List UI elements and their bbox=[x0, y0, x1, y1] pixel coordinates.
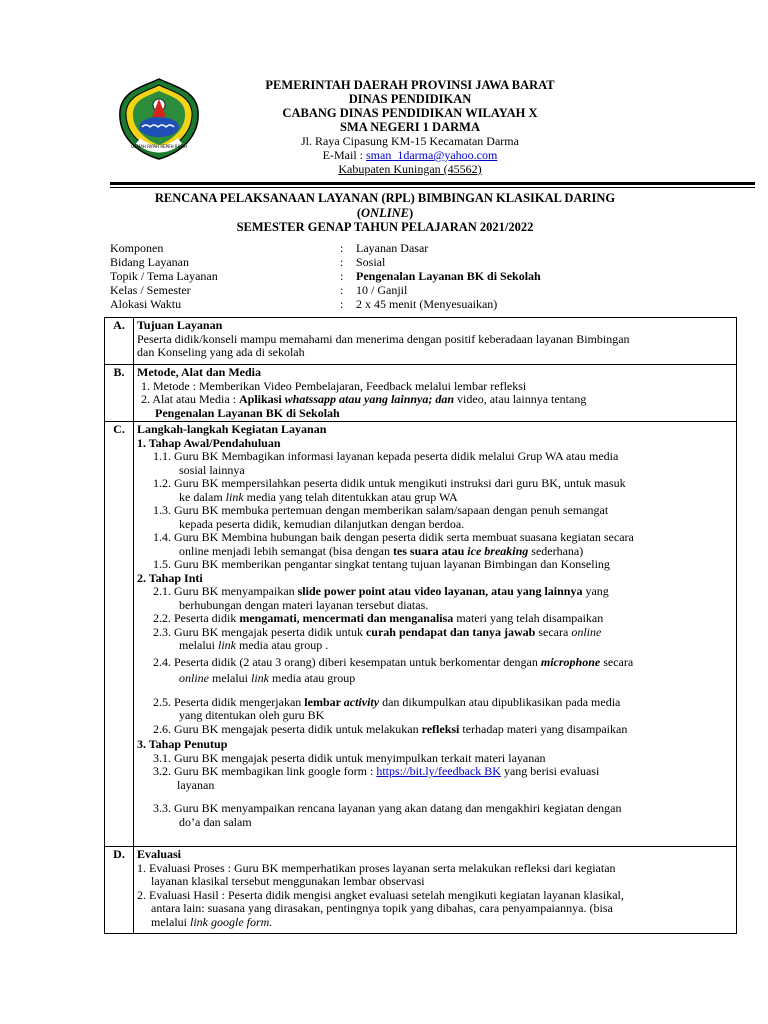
section-title: Langkah-langkah Kegiatan Layanan bbox=[137, 422, 327, 436]
section-c: C. Langkah-langkah Kegiatan Layanan 1. Tahap Awal/Pendahuluan 1.1. Guru BK Membagikan informasi layanan kepada peserta didik melalui Grup WA atau media sosial lainnya 1.2. Guru BK mempersilahkan peserta didik untuk mengikuti instruksi dari guru BK, untuk masuk ke dalam link media yang telah ditentukkan atau grup WA 1.3. Guru BK membuka pertemuan dengan memberikan salam/sapaan dengan penuh semangat kepada peserta didik, kemudian dilanjutkan dengan berdoa. 1.4. Guru BK Membina hubungan baik dengan peserta didik serta membuat suasana kegiatan secara online menjadi lebih semangat (bisa dengan tes suara atau ice breaking sederhana) 1.5. Guru BK memberikan pengantar singkat tentang tujuan layanan Bimbingan dan Konseling 2. Tahap Inti 2.1. Guru BK menyampaikan slide power point atau video layanan, atau yang lainnya yang berhubungan dengan materi layanan tersebut diatas. 2.2. Peserta didik mengamati, mencermati dan menganalisa materi yang telah disampaikan 2.3. Guru BK mengajak peserta didik untuk curah pendapat dan tanya jawab secara online melalui link media atau group . 2.4. Peserta didik (2 atau 3 orang) diberi kesempatan untuk berkomentar dengan microphone secara online melalui link media atau group 2.5. Peserta didik mengerjakan lembar activity dan dikumpulkan atau dipublikasikan pada media yang ditentukan oleh guru BK 2.6. Guru BK mengajak peserta didik untuk melakukan refleksi terhadap materi yang disampaikan 3. Tahap Penutup 3.1. Guru BK mengajak peserta didik untuk menyimpulkan terkait materi layanan 3.2. Guru BK membagikan link google form : https://bit.ly/feedback BK yang berisi evaluasi layanan 3.3. Guru BK menyampaikan rencana layanan yang akan datang dan mengakhiri kegiatan dengan do’a dan salam bbox=[105, 422, 737, 847]
header-agency: DINAS PENDIDIKAN bbox=[348, 92, 472, 106]
section-label: C. bbox=[105, 422, 134, 847]
meta-row: Komponen : Layanan Dasar bbox=[110, 241, 429, 255]
meta-row: Kelas / Semester : 10 / Ganjil bbox=[110, 283, 408, 297]
section-label: A. bbox=[105, 318, 134, 365]
header-region: Kabupaten Kuningan (45562) bbox=[338, 162, 482, 176]
plan-table bbox=[104, 317, 737, 934]
meta-block bbox=[110, 242, 710, 312]
header-email-line bbox=[160, 149, 660, 163]
header-government: PEMERINTAH DAERAH PROVINSI JAWA BARAT bbox=[265, 78, 555, 92]
stage-title: 1. Tahap Awal/Pendahuluan bbox=[137, 435, 281, 450]
feedback-link[interactable]: https://bit.ly/feedback BK bbox=[376, 764, 501, 778]
document-semester: SEMESTER GENAP TAHUN PELAJARAN 2021/2022 bbox=[236, 220, 534, 234]
section-title: Metode, Alat dan Media bbox=[137, 365, 261, 379]
section-b: B. Metode, Alat dan Media 1. Metode : Memberikan Video Pembelajaran, Feedback melalui lembar refleksi 2. Alat atau Media : Aplikasi whatssapp atau yang lainnya; dan video, atau lainnya tentang Pengenalan Layanan BK di Sekolah bbox=[105, 365, 737, 422]
header-branch: CABANG DINAS PENDIDIKAN WILAYAH X bbox=[282, 106, 538, 120]
section-d: D. Evaluasi 1. Evaluasi Proses : Guru BK memperhatikan proses layanan serta melakukan refleksi dari kegiatan layanan klasikal tersebut menggunakan lembar observasi 2. Evaluasi Hasil : Peserta didik mengisi angket evaluasi setelah mengikuti kegiatan layanan klasikal, antara lain: suasana yang dirasakan, pentingnya topik yang dibahas, cara penyampaiannya. (bisa melalui link google form. bbox=[105, 847, 737, 934]
section-a: A. Tujuan Layanan Peserta didik/konseli mampu memahami dan menerima dengan positif keberadaan layanan Bimbingan dan Konseling yang ada di sekolah bbox=[105, 318, 737, 365]
header-address: Jl. Raya Cipasung KM-15 Kecamatan Darma bbox=[301, 134, 519, 148]
meta-row: Bidang Layanan : Sosial bbox=[110, 255, 386, 269]
section-title: Tujuan Layanan bbox=[137, 318, 223, 332]
stage-title: 2. Tahap Inti bbox=[137, 570, 203, 585]
meta-row: Topik / Tema Layanan : Pengenalan Layanan BK di Sekolah bbox=[110, 269, 541, 283]
logo-motto: GEMAH RIPAH REPEH RAPIH bbox=[131, 144, 187, 149]
email-link[interactable]: sman_1darma@yahoo.com bbox=[365, 148, 498, 162]
document-title: RENCANA PELAKSANAAN LAYANAN (RPL) BIMBINGAN KLASIKAL DARING bbox=[154, 191, 616, 205]
section-title: Evaluasi bbox=[137, 847, 182, 861]
email-label: E-Mail : bbox=[322, 148, 366, 162]
stage-title: 3. Tahap Penutup bbox=[137, 737, 228, 751]
header-school: SMA NEGERI 1 DARMA bbox=[340, 120, 480, 134]
meta-row: Alokasi Waktu : 2 x 45 menit (Menyesuaikan) bbox=[110, 297, 498, 311]
header-divider-thin bbox=[110, 187, 755, 188]
section-label: B. bbox=[105, 365, 134, 422]
header-divider-thick bbox=[110, 182, 755, 185]
document-subtitle: (ONLINE) bbox=[356, 206, 414, 220]
section-label: D. bbox=[105, 847, 134, 934]
